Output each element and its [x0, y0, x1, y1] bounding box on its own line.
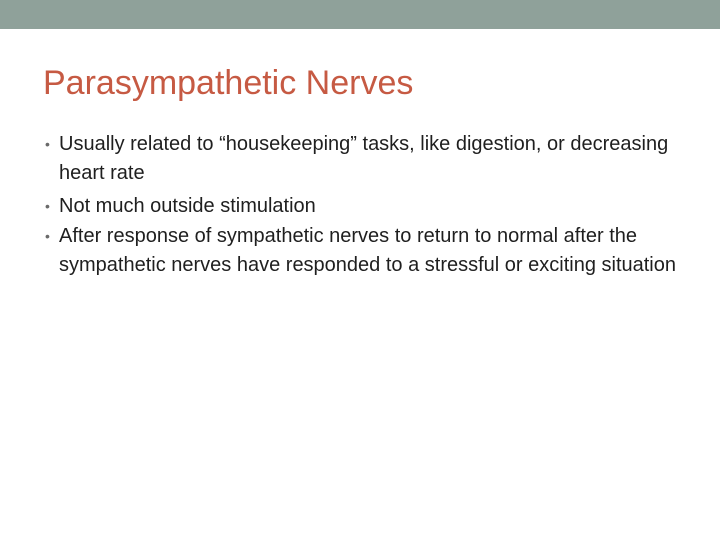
bullet-icon: • [45, 136, 50, 152]
slide-title: Parasympathetic Nerves [43, 64, 414, 102]
list-item [45, 222, 685, 280]
top-accent-bar [0, 0, 720, 29]
bullet-icon: • [45, 228, 50, 244]
bullet-icon: • [45, 198, 50, 214]
bullet-text: After response of sympathetic nerves to return to normal after the sympathetic nerves have responded to a stressful or exciting situation [59, 225, 676, 276]
list-item [45, 130, 685, 188]
list-item [45, 191, 685, 222]
bullet-text: Usually related to “housekeeping” tasks, like digestion, or decreasing heart rate [59, 133, 669, 184]
bullet-text: Not much outside stimulation [59, 195, 316, 217]
bullet-list [45, 130, 685, 283]
